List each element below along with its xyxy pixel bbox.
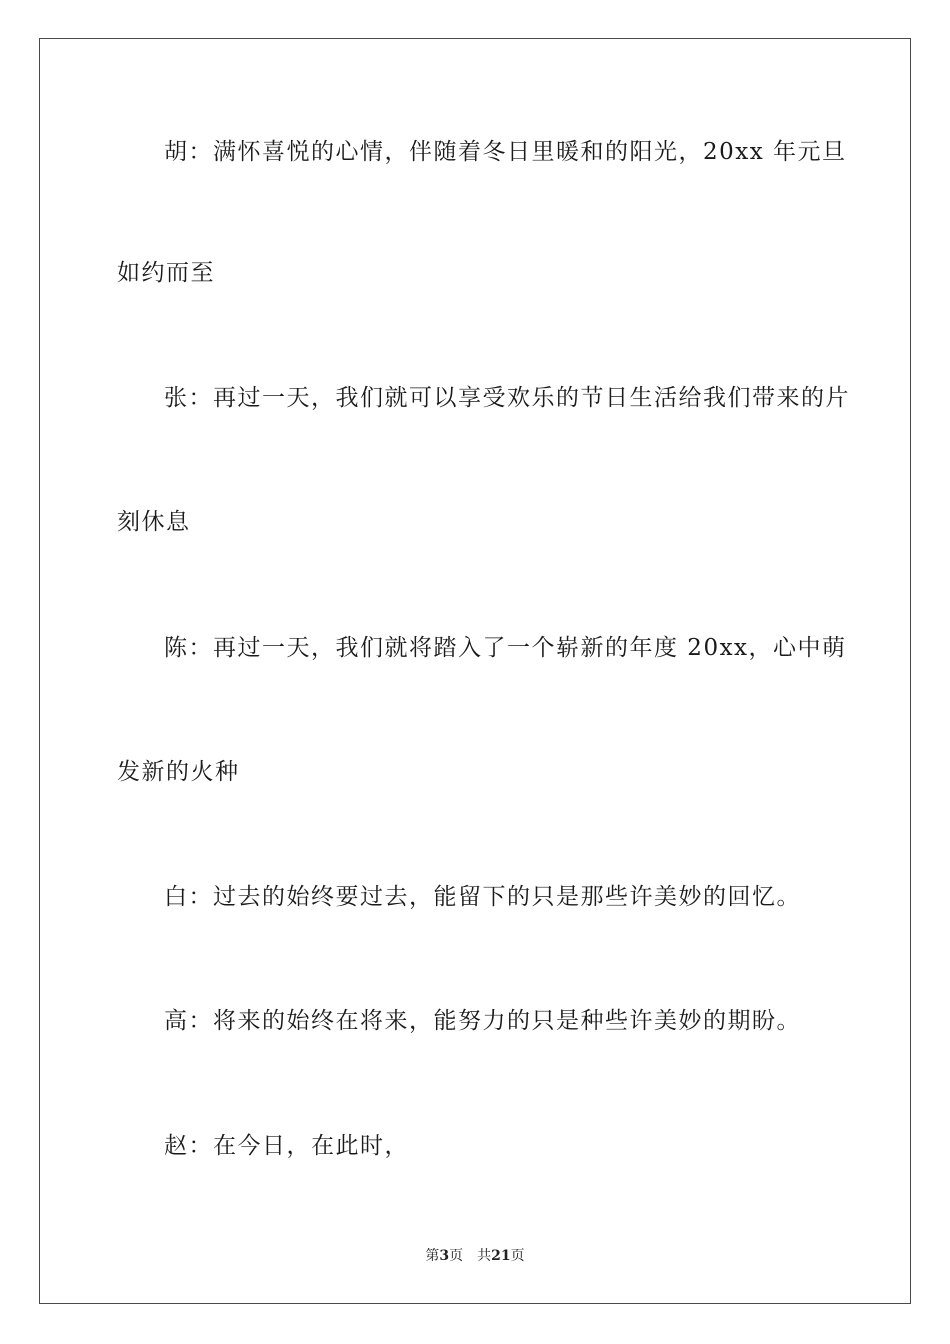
footer-page-suffix: 页: [449, 1248, 464, 1264]
paragraph-hu-line-1: 胡：满怀喜悦的心情，伴随着冬日里暖和的阳光，20xx 年元旦: [164, 139, 847, 165]
page-border: [39, 38, 911, 1304]
paragraph-chen-line-2: 发新的火种: [117, 759, 240, 785]
footer-total-pages: 21: [491, 1248, 511, 1264]
paragraph-gao: 高：将来的始终在将来，能努力的只是种些许美妙的期盼。: [164, 1008, 801, 1034]
footer-page-number: 3: [439, 1248, 450, 1264]
paragraph-chen-line-1: 陈：再过一天，我们就将踏入了一个崭新的年度 20xx，心中萌: [164, 635, 847, 661]
page-footer: [0, 1246, 950, 1266]
footer-total-prefix: 共: [477, 1248, 492, 1264]
footer-page-prefix: 第: [425, 1248, 440, 1264]
paragraph-zhang-line-1: 张：再过一天，我们就可以享受欢乐的节日生活给我们带来的片: [164, 385, 850, 411]
paragraph-zhang-line-2: 刻休息: [117, 509, 191, 535]
paragraph-zhao: 赵：在今日，在此时，: [164, 1133, 409, 1159]
footer-total-suffix: 页: [510, 1248, 525, 1264]
paragraph-hu-line-2: 如约而至: [117, 260, 215, 286]
paragraph-bai: 白：过去的始终要过去，能留下的只是那些许美妙的回忆。: [164, 884, 801, 910]
